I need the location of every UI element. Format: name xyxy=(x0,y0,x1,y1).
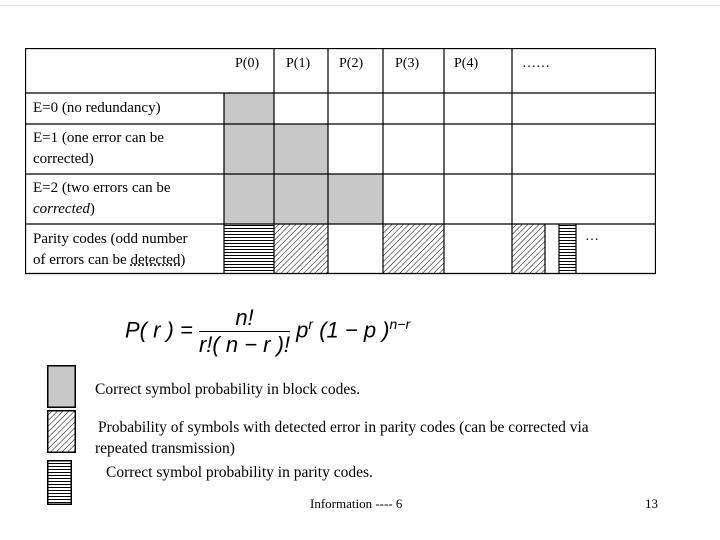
cell-parity-p6 xyxy=(559,224,576,273)
page-number: 13 xyxy=(645,496,658,511)
row-label-e1-line2: corrected) xyxy=(33,151,94,167)
legend-parity-correct: Correct symbol probability in parity codes. xyxy=(106,464,373,481)
row-label-parity-line1: Parity codes (odd number xyxy=(33,231,188,247)
header-p2: P(2) xyxy=(339,56,364,71)
cell-e2-p2 xyxy=(328,174,383,224)
gray-swatch-icon xyxy=(47,365,76,408)
legend-parity-detected-line1: Probability of symbols with detected error in parity codes (can be corrected via xyxy=(98,419,589,436)
formula-p: p xyxy=(296,317,309,343)
row-label-parity xyxy=(33,229,188,271)
header-p3: P(3) xyxy=(395,56,420,71)
row-label-e0-text: E=0 (no redundancy) xyxy=(33,100,161,116)
footer-title: Information ---- 6 xyxy=(310,496,403,511)
binomial-formula xyxy=(125,305,410,358)
header-p0: P(0) xyxy=(235,56,260,71)
cell-e2-p1 xyxy=(274,174,328,224)
formula-exp-r: r xyxy=(308,315,314,332)
horizontal-hatch-swatch-icon xyxy=(47,460,72,505)
cell-parity-p5 xyxy=(512,224,545,273)
formula-denominator: r!( n − r )! xyxy=(198,332,291,357)
formula-mid: (1 − p ) xyxy=(319,317,390,343)
row-label-e1 xyxy=(33,128,164,170)
legend-block-codes: Correct symbol probability in block codes. xyxy=(95,381,361,398)
legend-parity-detected-line2: repeated transmission) xyxy=(95,440,235,457)
row-label-e1-line1: E=1 (one error can be xyxy=(33,130,164,146)
row-label-parity-head: of errors can be xyxy=(33,252,131,268)
cell-parity-p1 xyxy=(274,224,328,273)
diagonal-hatch-swatch-icon xyxy=(47,410,76,453)
formula-fraction xyxy=(199,305,290,358)
cell-e1-p1 xyxy=(274,124,328,174)
row-label-e2-italic: corrected xyxy=(33,201,90,217)
cell-e0-p0 xyxy=(224,93,274,124)
row-label-parity-tail: ) xyxy=(180,252,186,268)
row-label-e2 xyxy=(33,178,171,220)
row-label-e2-tail: ) xyxy=(89,201,95,217)
cell-parity-p0 xyxy=(224,224,274,273)
cell-e2-p0 xyxy=(224,174,274,224)
header-p4: P(4) xyxy=(454,56,479,71)
row-label-parity-underlined: detected xyxy=(130,252,181,268)
header-p1: P(1) xyxy=(286,56,311,71)
formula-lhs: P( r ) = xyxy=(125,317,193,343)
cell-e1-p0 xyxy=(224,124,274,174)
header-ellipsis: …… xyxy=(522,56,550,71)
legend-parity-detected xyxy=(95,417,589,459)
formula-numerator: n! xyxy=(199,305,290,332)
row-label-e2-line1: E=2 (two errors can be xyxy=(33,180,171,196)
top-divider xyxy=(0,5,720,6)
row-label-e0 xyxy=(33,98,161,119)
cell-parity-p3 xyxy=(383,224,444,273)
formula-exp-nr: n−r xyxy=(389,315,411,332)
parity-row-ellipsis: … xyxy=(585,229,599,244)
